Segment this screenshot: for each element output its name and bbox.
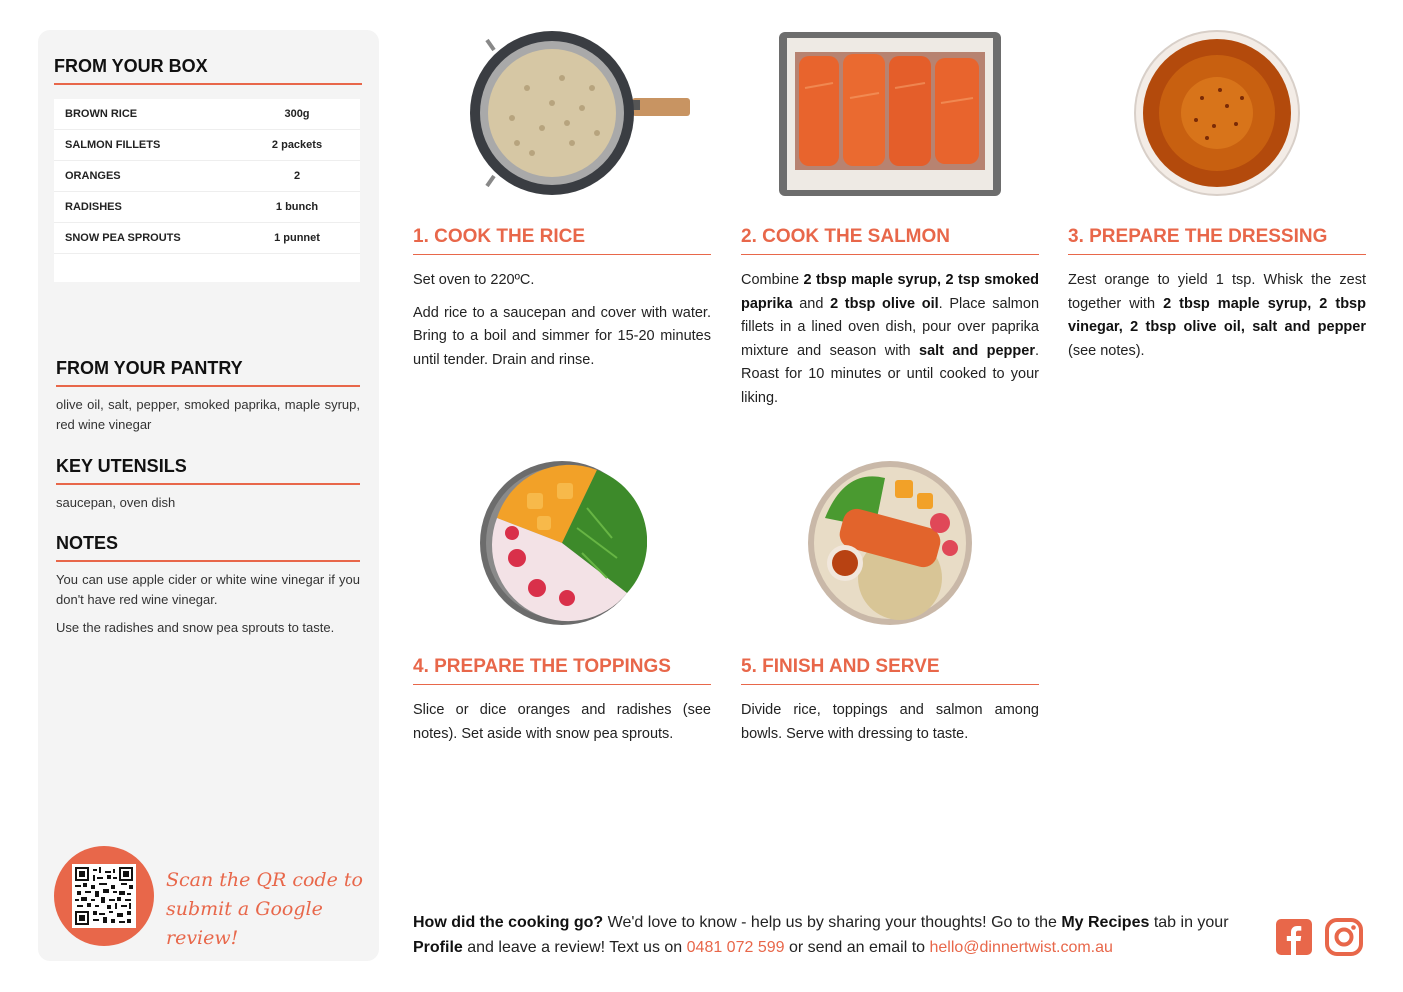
notes-line-1: You can use apple cider or white wine vinegar if you don't have red wine vinegar. (56, 572, 360, 607)
ingredient-name: BROWN RICE (65, 108, 138, 120)
step-3-text (1068, 269, 1366, 363)
step-2-bold-part: 2 tbsp maple syrup, 2 tsp smoked paprika (741, 272, 1039, 312)
pantry-text: olive oil, salt, pepper, smoked paprika, maple syrup, red wine vinegar (56, 397, 360, 432)
qr-text-line-1: Scan the QR code to (166, 869, 363, 891)
from-your-box-title: FROM YOUR BOX (54, 56, 362, 85)
qr-code-icon[interactable] (72, 864, 136, 928)
step-3-text-part: Zest orange to yield 1 tsp. Whisk the zest together with (1068, 272, 1366, 312)
phone-link[interactable]: 0481 072 599 (686, 939, 785, 956)
step-2-text-part: Combine (741, 272, 804, 288)
facebook-icon[interactable] (1275, 918, 1313, 956)
qr-text-line-2: submit a Google review! (166, 898, 323, 949)
step-2 (741, 28, 1039, 410)
ingredient-qty: 2 packets (271, 139, 323, 151)
notes-line-2: Use the radishes and snow pea sprouts to taste. (56, 620, 335, 635)
table-row (54, 192, 360, 223)
ingredient-qty: 1 bunch (275, 201, 319, 213)
step-5-title: 5. FINISH AND SERVE (741, 656, 1039, 685)
ingredient-name: SNOW PEA SPROUTS (65, 232, 181, 244)
step-4 (413, 458, 711, 746)
qr-review-text (166, 866, 366, 953)
step-3-bold-part: 2 tbsp maple syrup, 2 tbsp vinegar, 2 tbsp olive oil, salt and pepper (1068, 295, 1366, 335)
step-3-title: 3. PREPARE THE DRESSING (1068, 226, 1366, 255)
footer-bold: How did the cooking go? (413, 914, 604, 931)
table-row (54, 161, 360, 192)
step-1 (413, 28, 711, 372)
instagram-icon[interactable] (1325, 918, 1363, 956)
ingredient-qty: 1 punnet (274, 232, 320, 244)
salmon-tray-image (741, 28, 1039, 198)
table-row-empty (54, 254, 360, 282)
ingredients-table (54, 99, 360, 282)
step-4-title: 4. PREPARE THE TOPPINGS (413, 656, 711, 685)
finished-bowl-image (741, 458, 1039, 628)
utensils-text: saucepan, oven dish (56, 495, 176, 510)
utensils-title: KEY UTENSILS (56, 456, 360, 485)
step-4-text: Slice or dice oranges and radishes (see notes). Set aside with snow pea sprouts. (413, 702, 711, 742)
ingredient-name: RADISHES (65, 201, 122, 213)
table-row (54, 99, 360, 130)
step-3 (1068, 28, 1366, 363)
step-2-bold-part: 2 tbsp olive oil (830, 295, 939, 312)
dressing-bowl-image (1068, 28, 1366, 198)
step-2-text (741, 269, 1039, 410)
ingredient-name: SALMON FILLETS (65, 139, 161, 151)
step-2-text-part: and (792, 295, 831, 312)
notes-section (56, 533, 360, 638)
review-footer-text (413, 910, 1263, 960)
step-3-text-part: (see notes). (1068, 342, 1145, 359)
step-5 (741, 458, 1039, 746)
from-your-box-section (54, 56, 362, 282)
ingredient-qty: 2 (293, 170, 301, 182)
notes-title: NOTES (56, 533, 360, 562)
pantry-title: FROM YOUR PANTRY (56, 358, 360, 387)
step-1-title: 1. COOK THE RICE (413, 226, 711, 255)
email-link[interactable]: hello@dinnertwist.com.au (929, 939, 1113, 956)
step-1-text-2: Add rice to a saucepan and cover with water. Bring to a boil and simmer for 15-20 minutes until tender. Drain and rinse. (413, 304, 711, 368)
table-row (54, 130, 360, 161)
step-2-text-part: . Roast for 10 minutes or until cooked to your liking. (741, 342, 1039, 406)
step-5-text: Divide rice, toppings and salmon among bowls. Serve with dressing to taste. (741, 702, 1039, 742)
from-your-pantry-section (56, 358, 360, 435)
footer-text-part: or send an email to (784, 939, 930, 956)
footer-text-part: tab in your (1149, 914, 1229, 931)
step-2-bold-part: salt and pepper (919, 342, 1035, 359)
step-2-text-part: . Place salmon fillets in a lined oven dish, pour over paprika mixture and season with (741, 295, 1040, 359)
footer-bold: My Recipes (1061, 914, 1150, 931)
footer-bold: Profile (413, 939, 463, 956)
toppings-bowl-image (413, 458, 711, 628)
ingredient-qty: 300g (284, 108, 310, 120)
qr-code-badge[interactable] (54, 846, 154, 946)
step-1-text-1: Set oven to 220ºC. (413, 272, 535, 288)
step-2-title: 2. COOK THE SALMON (741, 226, 1039, 255)
footer-text-part: and leave a review! Text us on (462, 939, 687, 956)
ingredient-name: ORANGES (65, 170, 121, 182)
rice-in-colander-image (413, 28, 711, 198)
key-utensils-section (56, 456, 360, 513)
table-row (54, 223, 360, 254)
footer-text-part: We'd love to know - help us by sharing your thoughts! Go to the (603, 914, 1062, 931)
ingredients-sidebar (38, 30, 379, 961)
